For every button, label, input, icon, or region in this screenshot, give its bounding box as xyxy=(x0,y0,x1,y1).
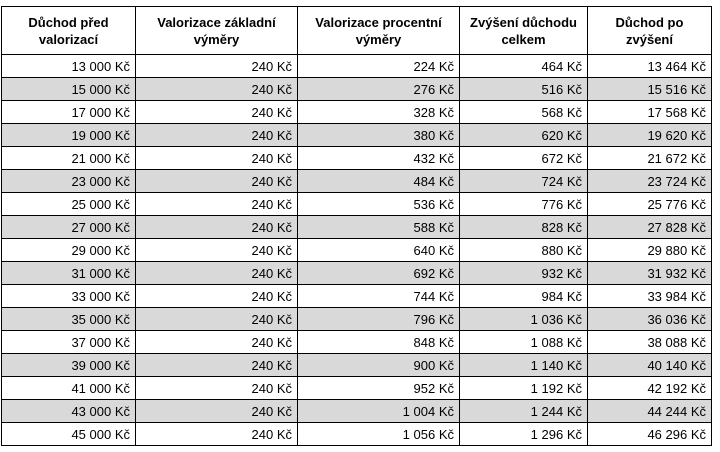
table-row xyxy=(2,239,712,262)
cell-pension-before: 41 000 Kč xyxy=(2,377,136,400)
cell-pension-before: 23 000 Kč xyxy=(2,170,136,193)
table-row xyxy=(2,262,712,285)
cell-percent-valorization: 1 004 Kč xyxy=(298,400,460,423)
cell-pension-after: 15 516 Kč xyxy=(588,78,712,101)
cell-base-valorization: 240 Kč xyxy=(136,377,298,400)
cell-total-increase: 516 Kč xyxy=(460,78,588,101)
cell-pension-before: 29 000 Kč xyxy=(2,239,136,262)
table-row xyxy=(2,400,712,423)
table-row xyxy=(2,354,712,377)
cell-total-increase: 1 192 Kč xyxy=(460,377,588,400)
cell-percent-valorization: 380 Kč xyxy=(298,124,460,147)
cell-pension-before: 25 000 Kč xyxy=(2,193,136,216)
table-row xyxy=(2,78,712,101)
cell-pension-after: 23 724 Kč xyxy=(588,170,712,193)
cell-pension-after: 40 140 Kč xyxy=(588,354,712,377)
cell-base-valorization: 240 Kč xyxy=(136,78,298,101)
cell-total-increase: 724 Kč xyxy=(460,170,588,193)
cell-total-increase: 464 Kč xyxy=(460,55,588,78)
cell-base-valorization: 240 Kč xyxy=(136,101,298,124)
cell-pension-before: 17 000 Kč xyxy=(2,101,136,124)
header-row xyxy=(2,7,712,55)
cell-pension-before: 37 000 Kč xyxy=(2,331,136,354)
table-row xyxy=(2,331,712,354)
cell-total-increase: 776 Kč xyxy=(460,193,588,216)
table-row xyxy=(2,377,712,400)
cell-pension-after: 19 620 Kč xyxy=(588,124,712,147)
cell-total-increase: 568 Kč xyxy=(460,101,588,124)
cell-pension-after: 17 568 Kč xyxy=(588,101,712,124)
cell-pension-before: 13 000 Kč xyxy=(2,55,136,78)
table-row xyxy=(2,193,712,216)
cell-base-valorization: 240 Kč xyxy=(136,124,298,147)
cell-pension-after: 38 088 Kč xyxy=(588,331,712,354)
cell-pension-after: 36 036 Kč xyxy=(588,308,712,331)
cell-percent-valorization: 432 Kč xyxy=(298,147,460,170)
cell-pension-before: 21 000 Kč xyxy=(2,147,136,170)
cell-base-valorization: 240 Kč xyxy=(136,216,298,239)
cell-pension-after: 27 828 Kč xyxy=(588,216,712,239)
cell-pension-before: 31 000 Kč xyxy=(2,262,136,285)
cell-pension-after: 13 464 Kč xyxy=(588,55,712,78)
cell-base-valorization: 240 Kč xyxy=(136,147,298,170)
table-row xyxy=(2,147,712,170)
cell-pension-after: 21 672 Kč xyxy=(588,147,712,170)
pension-valorization-table xyxy=(1,6,712,446)
table-row xyxy=(2,216,712,239)
cell-pension-after: 44 244 Kč xyxy=(588,400,712,423)
cell-percent-valorization: 796 Kč xyxy=(298,308,460,331)
cell-percent-valorization: 588 Kč xyxy=(298,216,460,239)
header-percent-valorization: Valorizace procentní výměry xyxy=(298,7,460,55)
cell-pension-after: 25 776 Kč xyxy=(588,193,712,216)
cell-base-valorization: 240 Kč xyxy=(136,55,298,78)
cell-total-increase: 1 088 Kč xyxy=(460,331,588,354)
cell-percent-valorization: 224 Kč xyxy=(298,55,460,78)
table-body xyxy=(2,55,712,446)
cell-base-valorization: 240 Kč xyxy=(136,239,298,262)
cell-percent-valorization: 692 Kč xyxy=(298,262,460,285)
cell-pension-before: 19 000 Kč xyxy=(2,124,136,147)
cell-total-increase: 620 Kč xyxy=(460,124,588,147)
cell-base-valorization: 240 Kč xyxy=(136,354,298,377)
table-row xyxy=(2,124,712,147)
table-row xyxy=(2,423,712,446)
cell-percent-valorization: 484 Kč xyxy=(298,170,460,193)
cell-total-increase: 1 296 Kč xyxy=(460,423,588,446)
cell-percent-valorization: 744 Kč xyxy=(298,285,460,308)
cell-base-valorization: 240 Kč xyxy=(136,308,298,331)
cell-percent-valorization: 276 Kč xyxy=(298,78,460,101)
cell-pension-before: 33 000 Kč xyxy=(2,285,136,308)
cell-base-valorization: 240 Kč xyxy=(136,262,298,285)
cell-total-increase: 1 244 Kč xyxy=(460,400,588,423)
table-row xyxy=(2,170,712,193)
cell-percent-valorization: 1 056 Kč xyxy=(298,423,460,446)
cell-base-valorization: 240 Kč xyxy=(136,170,298,193)
cell-base-valorization: 240 Kč xyxy=(136,193,298,216)
cell-pension-after: 31 932 Kč xyxy=(588,262,712,285)
cell-pension-before: 35 000 Kč xyxy=(2,308,136,331)
header-pension-after: Důchod po zvýšení xyxy=(588,7,712,55)
cell-total-increase: 880 Kč xyxy=(460,239,588,262)
cell-total-increase: 672 Kč xyxy=(460,147,588,170)
cell-percent-valorization: 900 Kč xyxy=(298,354,460,377)
cell-percent-valorization: 328 Kč xyxy=(298,101,460,124)
cell-total-increase: 984 Kč xyxy=(460,285,588,308)
cell-pension-before: 15 000 Kč xyxy=(2,78,136,101)
cell-total-increase: 932 Kč xyxy=(460,262,588,285)
cell-pension-before: 45 000 Kč xyxy=(2,423,136,446)
cell-percent-valorization: 952 Kč xyxy=(298,377,460,400)
header-pension-before: Důchod před valorizací xyxy=(2,7,136,55)
cell-pension-after: 33 984 Kč xyxy=(588,285,712,308)
table-row xyxy=(2,285,712,308)
cell-total-increase: 828 Kč xyxy=(460,216,588,239)
cell-pension-before: 43 000 Kč xyxy=(2,400,136,423)
cell-percent-valorization: 536 Kč xyxy=(298,193,460,216)
table-row xyxy=(2,101,712,124)
table-header xyxy=(2,7,712,55)
cell-pension-after: 46 296 Kč xyxy=(588,423,712,446)
header-base-valorization: Valorizace základní výměry xyxy=(136,7,298,55)
cell-percent-valorization: 848 Kč xyxy=(298,331,460,354)
cell-base-valorization: 240 Kč xyxy=(136,400,298,423)
cell-percent-valorization: 640 Kč xyxy=(298,239,460,262)
cell-base-valorization: 240 Kč xyxy=(136,285,298,308)
cell-pension-before: 27 000 Kč xyxy=(2,216,136,239)
cell-pension-after: 42 192 Kč xyxy=(588,377,712,400)
table-row xyxy=(2,55,712,78)
cell-pension-before: 39 000 Kč xyxy=(2,354,136,377)
cell-base-valorization: 240 Kč xyxy=(136,423,298,446)
cell-total-increase: 1 140 Kč xyxy=(460,354,588,377)
table-row xyxy=(2,308,712,331)
cell-base-valorization: 240 Kč xyxy=(136,331,298,354)
pension-table-container xyxy=(1,6,712,446)
header-total-increase: Zvýšení důchodu celkem xyxy=(460,7,588,55)
cell-total-increase: 1 036 Kč xyxy=(460,308,588,331)
cell-pension-after: 29 880 Kč xyxy=(588,239,712,262)
